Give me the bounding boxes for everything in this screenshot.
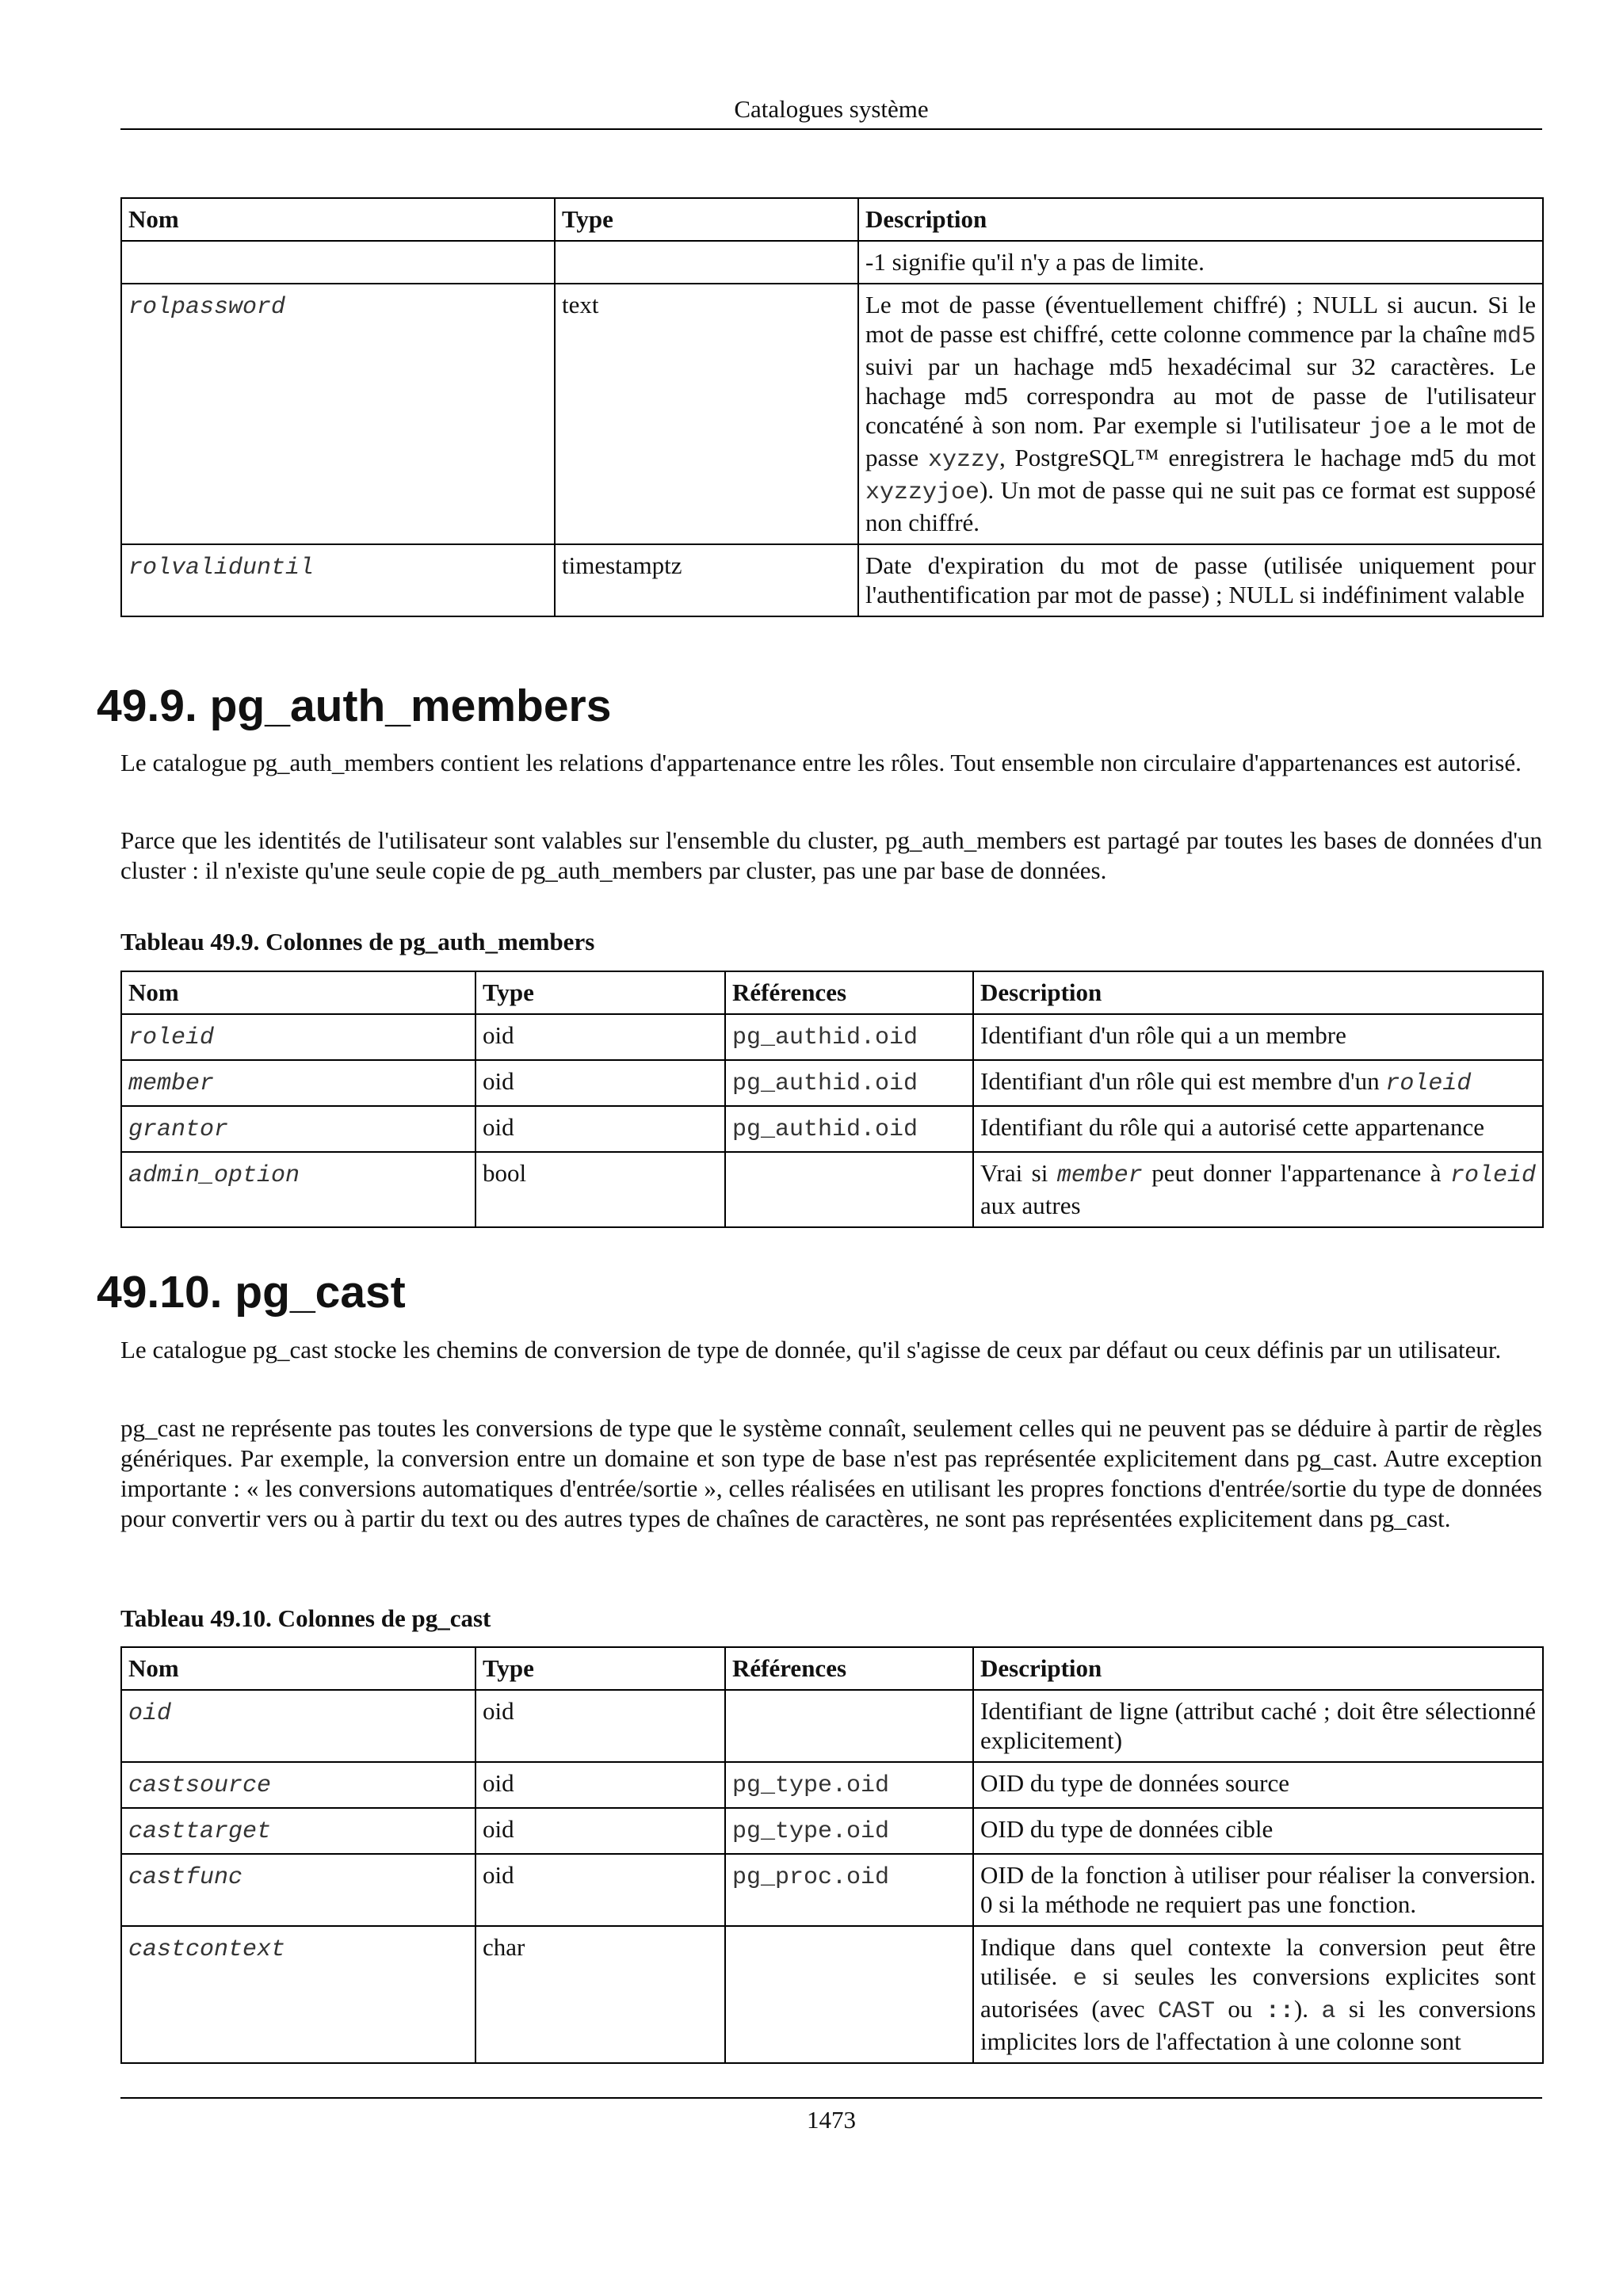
cell-description: Identifiant d'un rôle qui a un membre [973,1014,1543,1060]
cell-description: OID du type de données source [973,1762,1543,1808]
cell-reference: pg_type.oid [725,1762,973,1808]
col-header-type: Type [555,198,858,241]
cell-type: text [555,284,858,544]
cell-description: Date d'expiration du mot de passe (utilisée uniquement pour l'authentification par mot de passe) ; NULL si indéfiniment valable [858,544,1543,616]
table-row [121,1060,1543,1106]
paragraph: pg_cast ne représente pas toutes les conversions de type que le système connaît, seulement celles qui ne peuvent pas se déduire à partir de règles génériques. Par exemple, la conversion entre un domaine et son type de base n'est pas représentée explicitement dans pg_cast. Autre exception importante : « les conversions automatiques d'entrée/sortie », celles réalisées en utilisant les propres fonctions d'entrée/sortie du type de données pour convertir vers ou à partir du text ou des autres types de chaînes de caractères, ne sont pas représentées explicitement dans pg_cast. [120,1414,1542,1532]
paragraph: Parce que les identités de l'utilisateur sont valables sur l'ensemble du cluster, pg_auth_members est partagé par toutes les bases de données d'un cluster : il n'existe qu'une seule copie de pg_auth_members par cluster, pas une par base de données. [120,826,1542,884]
footer-rule [120,2097,1542,2099]
cell-name: casttarget [121,1808,475,1854]
table-pg-authid-continued [120,197,1544,617]
cell-description: -1 signifie qu'il n'y a pas de limite. [858,241,1543,284]
col-header-type: Type [475,971,725,1014]
table-row [121,241,1543,284]
cell-name: castfunc [121,1854,475,1926]
table-row [121,1152,1543,1227]
table-header-row [121,971,1543,1014]
cell-type: timestamptz [555,544,858,616]
col-header-description: Description [973,1647,1543,1690]
cell-name: member [121,1060,475,1106]
cell-description: Identifiant de ligne (attribut caché ; doit être sélectionné explicitement) [973,1690,1543,1762]
cell-type: oid [475,1106,725,1152]
cell-type: oid [475,1808,725,1854]
cell-name: oid [121,1690,475,1762]
cell-name: castcontext [121,1926,475,2063]
paragraph: Le catalogue pg_cast stocke les chemins de conversion de type de donnée, qu'il s'agisse de ceux par défaut ou ceux définis par un utilisateur. [120,1336,1502,1363]
table-header-row [121,1647,1543,1690]
col-header-type: Type [475,1647,725,1690]
table-row [121,1926,1543,2063]
table-row [121,544,1543,616]
cell-reference: pg_authid.oid [725,1106,973,1152]
cell-reference [725,1690,973,1762]
section-heading-pg-cast: 49.10. pg_cast [97,1267,406,1318]
page-number: 1473 [807,2106,856,2134]
table-pg-cast [120,1646,1544,2064]
cell-reference [725,1926,973,2063]
cell-description: Vrai si member peut donner l'appartenance à roleid aux autres [973,1152,1543,1227]
col-header-description: Description [973,971,1543,1014]
paragraph: Le catalogue pg_auth_members contient les relations d'appartenance entre les rôles. Tout ensemble non circulaire d'appartenances est autorisé. [120,749,1522,776]
cell-type: bool [475,1152,725,1227]
col-header-description: Description [858,198,1543,241]
col-header-nom: Nom [121,1647,475,1690]
header-rule [120,128,1542,130]
cell-description: Le mot de passe (éventuellement chiffré) ; NULL si aucun. Si le mot de passe est chiffré, cette colonne commence par la chaîne md5 suivi par un hachage md5 hexadécimal sur 32 caractères. Le hachage md5 correspondra au mot de passe de l'utilisateur concaténé à son nom. Par exemple si l'utilisateur joe a le mot de passe xyzzy, PostgreSQL™ enregistrera le hachage md5 du mot xyzzyjoe). Un mot de passe qui ne suit pas ce format est supposé non chiffré. [858,284,1543,544]
cell-type: oid [475,1762,725,1808]
table-row [121,1690,1543,1762]
cell-name: rolvaliduntil [121,544,555,616]
table-row [121,1014,1543,1060]
cell-name: roleid [121,1014,475,1060]
col-header-references: Références [725,971,973,1014]
col-header-nom: Nom [121,198,555,241]
cell-description: OID du type de données cible [973,1808,1543,1854]
col-header-nom: Nom [121,971,475,1014]
col-header-references: Références [725,1647,973,1690]
cell-description: OID de la fonction à utiliser pour réaliser la conversion. 0 si la méthode ne requiert pas une fonction. [973,1854,1543,1926]
cell-name: castsource [121,1762,475,1808]
cell-description: Identifiant d'un rôle qui est membre d'un roleid [973,1060,1543,1106]
table-row [121,1854,1543,1926]
cell-type: char [475,1926,725,2063]
cell-reference: pg_type.oid [725,1808,973,1854]
cell-name: admin_option [121,1152,475,1227]
cell-reference: pg_authid.oid [725,1060,973,1106]
table-caption: Tableau 49.10. Colonnes de pg_cast [120,1604,491,1632]
cell-reference: pg_proc.oid [725,1854,973,1926]
cell-name: grantor [121,1106,475,1152]
table-row [121,284,1543,544]
table-pg-auth-members [120,971,1544,1228]
cell-description: Identifiant du rôle qui a autorisé cette appartenance [973,1106,1543,1152]
cell-reference [725,1152,973,1227]
cell-type: oid [475,1060,725,1106]
table-row [121,1808,1543,1854]
table-row [121,1106,1543,1152]
section-heading-pg-auth-members: 49.9. pg_auth_members [97,681,612,731]
table-header-row [121,198,1543,241]
table-row [121,1762,1543,1808]
cell-type: oid [475,1854,725,1926]
table-caption: Tableau 49.9. Colonnes de pg_auth_members [120,928,595,955]
cell-name: rolpassword [121,284,555,544]
cell-type: oid [475,1014,725,1060]
running-header: Catalogues système [734,95,929,123]
cell-description: Indique dans quel contexte la conversion peut être utilisée. e si seules les conversions explicites sont autorisées (avec CAST ou ::). a si les conversions implicites lors de l'affectation à une colonne sont [973,1926,1543,2063]
cell-reference: pg_authid.oid [725,1014,973,1060]
cell-type: oid [475,1690,725,1762]
